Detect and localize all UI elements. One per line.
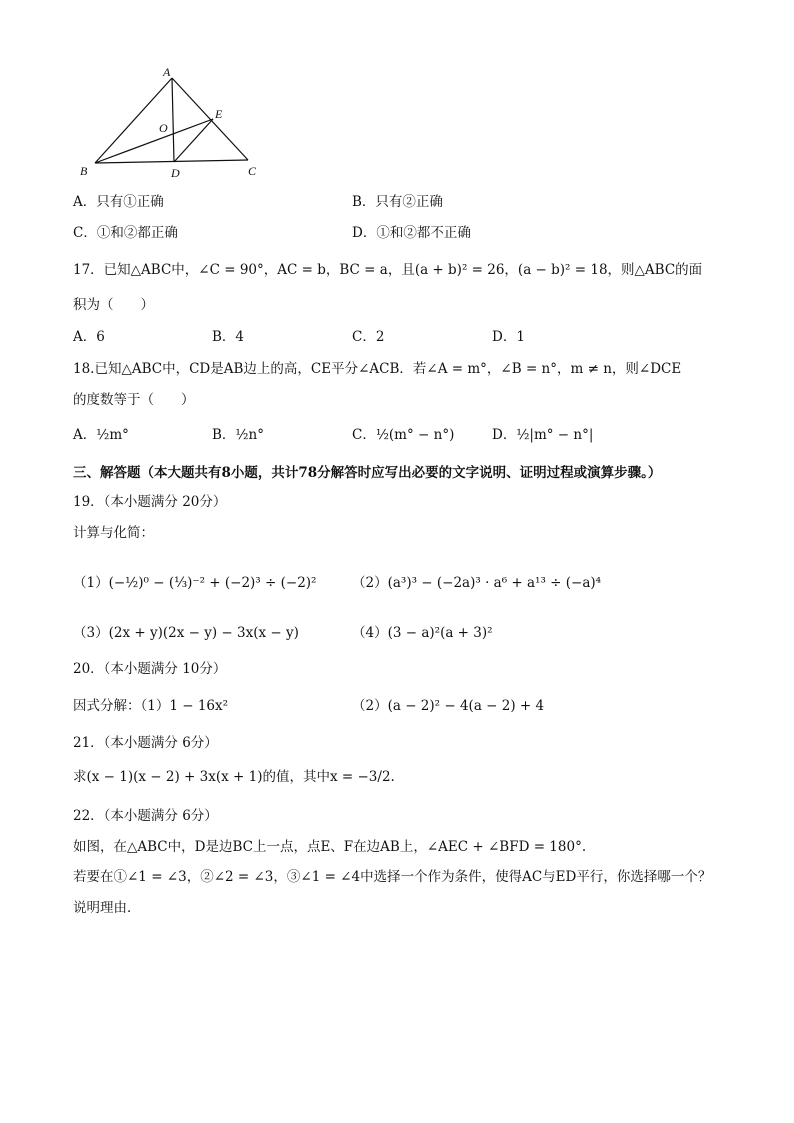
label-e: E (215, 107, 223, 121)
q19-item-3: （3）(2x + y)(2x − y) − 3x(x − y) (73, 625, 299, 641)
q16-option-a: A．只有①正确 (73, 194, 164, 210)
segment-bc (95, 160, 248, 163)
q17-stem-line1: 17．已知△ABC中，∠C = 90°，AC = b，BC = a，且(a + b)² = 26，(a − b)² = 18，则△ABC的面 (73, 262, 703, 278)
q17-stem-line2: 积为（ ） (73, 297, 154, 313)
q21-body: 求(x − 1)(x − 2) + 3x(x + 1)的值，其中x = −3/2. (73, 769, 395, 785)
q19-item-4: （4）(3 − a)²(a + 3)² (352, 625, 493, 641)
q21-title: 21．（本小题满分 6分） (73, 735, 218, 751)
q18-option-d: D．½|m° − n°| (492, 427, 594, 443)
segment-ac (172, 78, 248, 160)
label-o: O (159, 121, 168, 135)
q20-item-2: （2）(a − 2)² − 4(a − 2) + 4 (352, 698, 545, 714)
segment-de (174, 119, 213, 162)
q22-title: 22．（本小题满分 6分） (73, 808, 218, 824)
q18-option-c: C．½(m° − n°) (352, 427, 455, 443)
q20-title: 20．（本小题满分 10分） (73, 661, 227, 677)
q18-stem-line2: 的度数等于（ ） (73, 392, 195, 408)
q18-option-b: B．½n° (212, 427, 264, 443)
q22-line-3: 说明理由． (73, 900, 141, 916)
q19-title: 19．（本小题满分 20分） (73, 494, 227, 510)
q16-option-b: B．只有②正确 (352, 194, 443, 210)
q17-option-d: D．1 (492, 329, 525, 345)
label-b: B (80, 164, 88, 178)
q19-item-1: （1）(−½)⁰ − (⅓)⁻² + (−2)³ ÷ (−2)² (73, 575, 317, 591)
q19-item-2: （2）(a³)³ − (−2a)³ · a⁶ + a¹³ ÷ (−a)⁴ (352, 575, 602, 591)
q19-instruction: 计算与化简： (73, 525, 154, 541)
label-a: A (163, 65, 171, 79)
q17-option-b: B．4 (212, 329, 245, 345)
q17-option-c: C．2 (352, 329, 385, 345)
q22-line-1: 如图，在△ABC中，D是边BC上一点，点E、F在边AB上，∠AEC + ∠BFD = 180°. (73, 839, 587, 855)
q22-line-2: 若要在①∠1 = ∠3，②∠2 = ∠3，③∠1 = ∠4中选择一个作为条件，使得AC与ED平行，你选择哪一个？ (73, 869, 712, 885)
q18-stem-line1: 18.已知△ABC中，CD是AB边上的高，CE平分∠ACB．若∠A = m°，∠B = n°，m ≠ n，则∠DCE (73, 361, 682, 377)
label-c: C (248, 164, 257, 178)
segment-be (95, 119, 213, 163)
label-d: D (171, 166, 180, 180)
q17-option-a: A．6 (73, 329, 105, 345)
q16-option-c: C．①和②都正确 (73, 225, 178, 241)
segment-ad (172, 78, 174, 162)
q20-item-1: 因式分解：（1）1 − 16x² (73, 698, 229, 714)
section-heading: 三、解答题（本大题共有8小题，共计78分解答时应写出必要的文字说明、证明过程或演算步骤。） (73, 465, 662, 481)
q16-option-d: D．①和②都不正确 (352, 225, 471, 241)
q18-option-a: A．½m° (73, 427, 129, 443)
triangle-figure (0, 0, 794, 190)
